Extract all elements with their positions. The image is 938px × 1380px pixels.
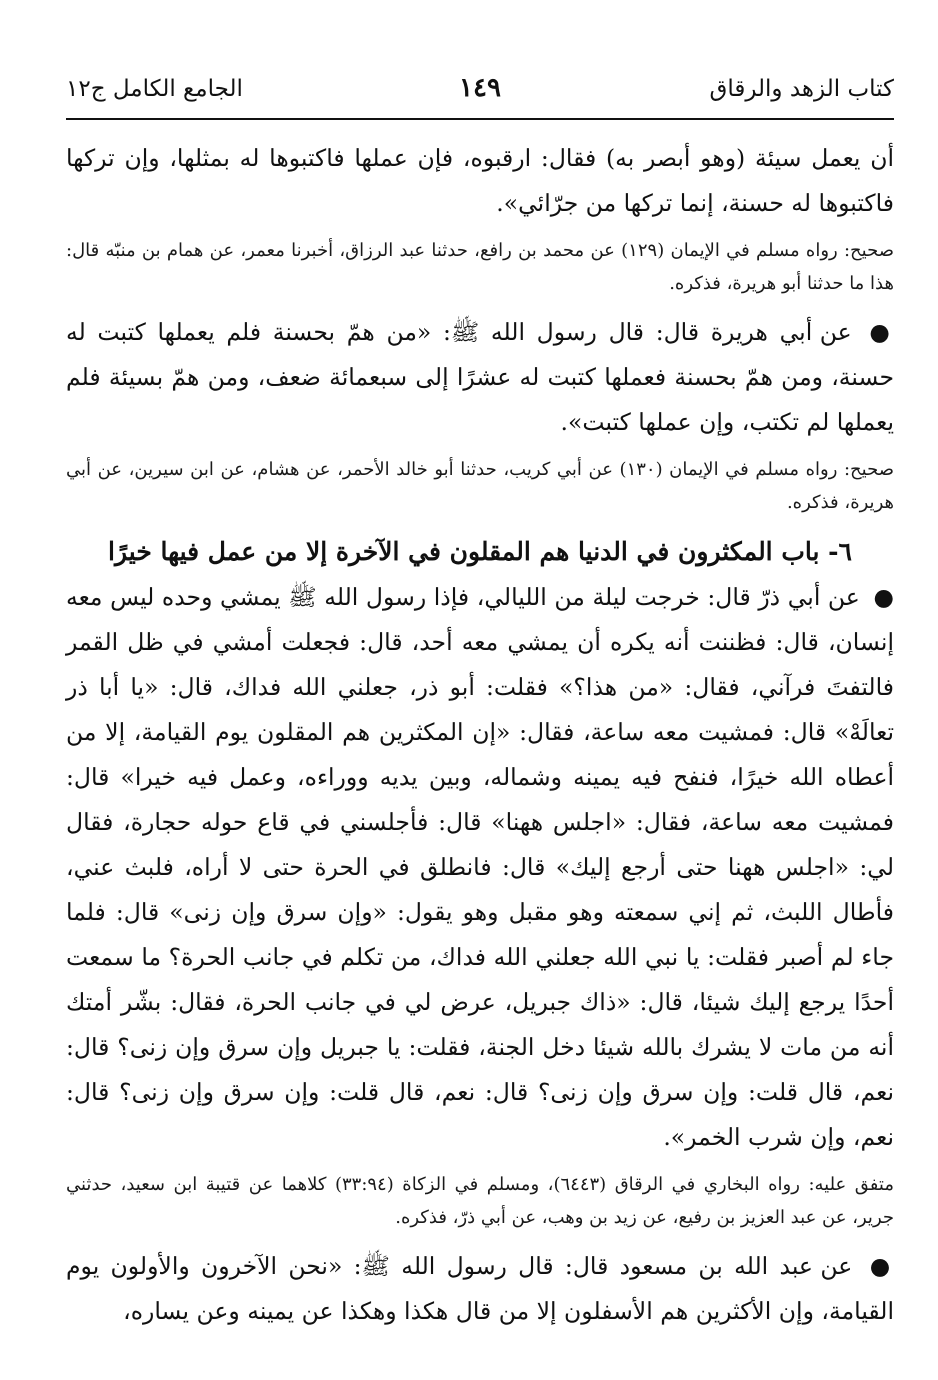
bullet-icon: ●: [869, 318, 894, 346]
hadith-paragraph: [66, 136, 894, 226]
book-title: كتاب الزهد والرقاق: [709, 76, 894, 102]
hadith-paragraph: [66, 310, 894, 445]
bullet-icon: ●: [873, 583, 894, 611]
header-rule: [66, 118, 894, 120]
bullet-icon: ●: [869, 1252, 894, 1280]
collection-volume: الجامع الكامل ج١٢: [66, 76, 243, 102]
page-header: [66, 68, 894, 118]
paragraph-text: عن عبد الله بن مسعود قال: قال رسول الله ﷺ: «نحن الآخرون والأولون يوم القيامة، وإن الأكثرين هم الأسفلون إلا من قال هكذا وهكذا عن يمينه وعن يساره،: [66, 1252, 894, 1325]
chapter-title: ٦- باب المكثرون في الدنيا هم المقلون في الآخرة إلا من عمل فيها خيرًا: [108, 537, 852, 566]
paragraph-text: أن يعمل سيئة (وهو أبصر به) فقال: ارقبوه، فإن عملها فاكتبوها له بمثلها، وإن تركها فاكتبوها له حسنة، إنما تركها من جرّائي».: [66, 144, 894, 217]
note-text: صحيح: رواه مسلم في الإيمان (١٢٩) عن محمد بن رافع، حدثنا عبد الرزاق، أخبرنا معمر، عن همام بن منبّه قال: هذا ما حدثنا أبو هريرة، فذكره.: [66, 240, 894, 294]
paragraph-text: عن أبي هريرة قال: قال رسول الله ﷺ: «من همّ بحسنة فلم يعملها كتبت له حسنة، ومن همّ بحسنة فعملها كتبت له عشرًا إلى سبعمائة ضعف، ومن همّ بسيئة فلم يعملها لم تكتب، وإن عملها كتبت».: [66, 318, 894, 436]
paragraph-text: عن أبي ذرّ قال: خرجت ليلة من الليالي، فإذا رسول الله ﷺ يمشي وحده ليس معه إنسان، قال: فظننت أنه يكره أن يمشي معه أحد، قال: فجعلت أمشي في ظل القمر فالتفتَ فرآني، فقال: «من هذا؟» فقلت: أبو ذر، جعلني الله فداك، قال: «يا أبا ذر تعالَهْ» قال: فمشيت معه ساعة، فقال: «إن المكثرين هم المقلون يوم القيامة، إلا من أعطاه الله خيرًا، فنفح فيه يمينه وشماله، وبين يديه ووراءه، وعمل فيه خيرا» قال: فمشيت معه ساعة، فقال: «اجلس ههنا» قال: فأجلسني في قاع حوله حجارة، فقال لي: «اجلس ههنا حتى أرجع إليك» قال: فانطلق في الحرة حتى لا أراه، فلبث عني، فأطال اللبث، ثم إني سمعته وهو مقبل وهو يقول: «وإن سرق وإن زنى» قال: فلما جاء لم أصبر فقلت: يا نبي الله جعلني الله فداك، من تكلم في جانب الحرة؟ ما سمعت أحدًا يرجع إليك شيئا، قال: «ذاك جبريل، عرض لي في جانب الحرة، فقال: بشّر أمتك أنه من مات لا يشرك بالله شيئا دخل الجنة، فقلت: يا جبريل وإن سرق وإن زنى؟ قال: نعم، قال قلت: وإن سرق وإن زنى؟ قال: نعم، قال قلت: وإن سرق وإن زنى؟ قال: نعم، وإن شرب الخمر».: [66, 583, 894, 1151]
note-text: متفق عليه: رواه البخاري في الرقاق (٦٤٤٣)، ومسلم في الزكاة (٣٣:٩٤) كلاهما عن قتيبة ابن سعيد، حدثني جرير، عن عبد العزيز بن رفيع، عن زيد بن وهب، عن أبي ذرّ، فذكره.: [66, 1174, 894, 1228]
chapter-heading: [66, 529, 894, 575]
note-text: صحيح: رواه مسلم في الإيمان (١٣٠) عن أبي كريب، حدثنا أبو خالد الأحمر، عن هشام، عن ابن سيرين، عن أبي هريرة، فذكره.: [66, 459, 894, 513]
hadith-paragraph: [66, 1244, 894, 1334]
takhrij-note: [66, 234, 894, 300]
takhrij-note: [66, 1168, 894, 1234]
takhrij-note: [66, 453, 894, 519]
page-number: ١٤٩: [459, 73, 501, 103]
hadith-paragraph: [66, 575, 894, 1160]
page-body: [66, 136, 894, 1334]
